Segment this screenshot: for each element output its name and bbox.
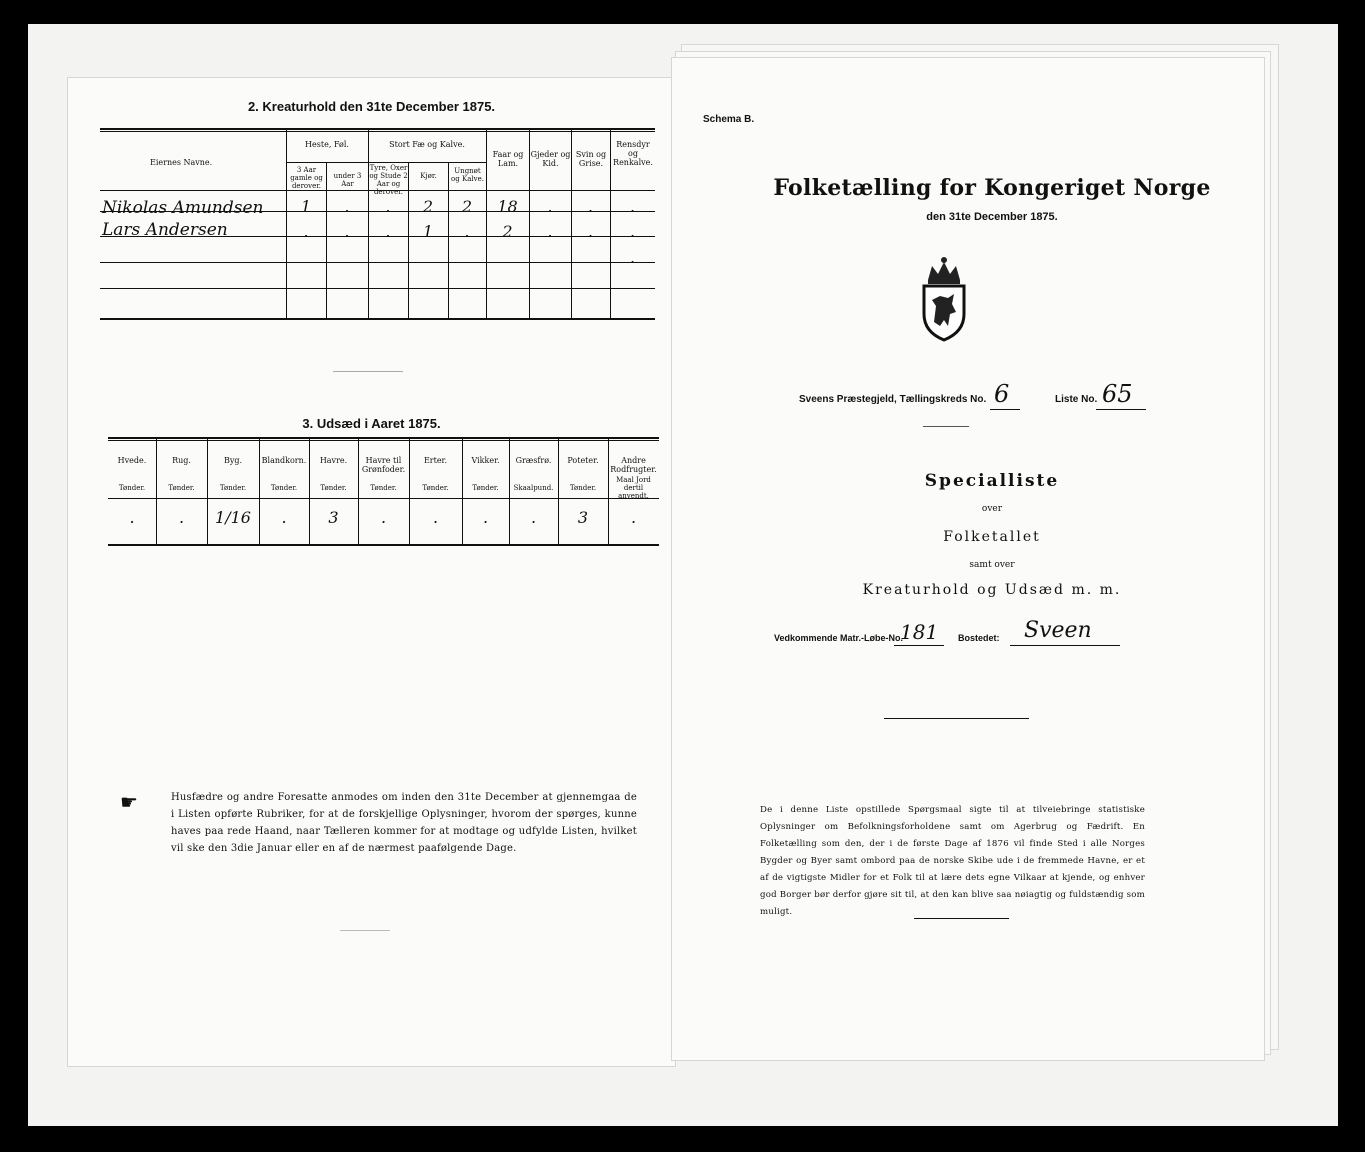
seed-unit: Tønder. — [569, 484, 597, 492]
specialliste-heading: Specialliste — [924, 471, 1060, 491]
matr-number: 181 — [900, 620, 939, 644]
matr-underline — [894, 645, 944, 646]
seed-header: Poteter. — [567, 456, 599, 465]
cell-value: . — [385, 222, 391, 241]
left-page — [68, 78, 675, 1066]
table3-top-rule2 — [108, 440, 659, 441]
seed-unit: Skaalpund. — [513, 484, 554, 492]
seed-header: Vikker. — [471, 456, 500, 465]
table2-sub-rule — [368, 162, 486, 163]
schema-label: Schema B. — [703, 114, 755, 125]
seed-value: 1/16 — [215, 508, 251, 527]
header-sheep: Faar og Lam. — [492, 150, 524, 168]
separator — [333, 371, 403, 372]
cell-value: . — [547, 197, 553, 216]
header-cattle-sub2: Kjør. — [420, 172, 437, 180]
district-number: 6 — [994, 380, 1010, 408]
seed-header: Rug. — [172, 456, 191, 465]
list-underline — [1096, 409, 1146, 410]
folketallet-text: Folketallet — [943, 529, 1041, 545]
seed-value: . — [281, 508, 287, 527]
cell-value: . — [629, 222, 636, 241]
parish-label: Sveens Præstegjeld, Tællingskreds No. — [799, 394, 987, 405]
cell-value: 2 — [502, 222, 513, 241]
cell-value: . — [587, 222, 594, 241]
right-page — [672, 58, 1264, 1060]
cell-value: . — [303, 222, 309, 241]
header-goats: Gjeder og Kid. — [530, 150, 571, 168]
bosted-underline — [1010, 645, 1120, 646]
census-note: De i denne Liste opstillede Spørgsmaal sigte til at tilveiebringe statistiske Oplysninger om Befolkningsforholdene samt om Agerbrug og Fædrift. En Folketælling som den, der i de første Dage af 1876 vil finde Sted i alle Norges Bygder og Byer samt ombord paa de norske Skibe ude i de fremmede Havne, er et af de vigtigste Midler for et Folk til at lære dets egne Vilkaar at kjende, og enhver god Borger bør derfor gjøre sit til, at den kan blive saa nøiagtig og fuldstændig som muligt. — [760, 805, 1145, 917]
cell-value: . — [385, 197, 391, 216]
cell-value: . — [344, 197, 350, 216]
cell-value: 2 — [422, 197, 434, 216]
separator — [923, 426, 969, 427]
header-horses-sub1: 3 Aar gamle og derover. — [290, 166, 323, 190]
seed-unit: Tønder. — [118, 484, 146, 492]
list-number: 65 — [1102, 380, 1133, 408]
owner-name: Nikolas Amundsen — [102, 198, 264, 218]
seed-unit: Tønder. — [422, 484, 449, 492]
table2-sub-rule — [286, 162, 368, 163]
samt-over-text: samt over — [969, 560, 1015, 570]
header-horses-sub2: under 3 Aar — [333, 172, 362, 188]
cell-value: 1 — [300, 197, 312, 216]
table3-top-rule — [108, 437, 659, 439]
seed-header: Havre. — [319, 456, 348, 465]
seed-unit: Tønder. — [219, 484, 247, 492]
header-cattle-sub3: Ungnøt og Kalve. — [451, 167, 484, 183]
table3-bottom-rule — [108, 544, 659, 546]
seed-header: Erter. — [423, 456, 448, 465]
cell-value: 1 — [422, 222, 434, 241]
seed-unit: Tønder. — [370, 484, 397, 492]
footnote: Husfædre og andre Foresatte anmodes om inden den 31te December at gjennemgaa de i Listen opførte Rubriker, for at de forskjellige Oplysninger, hvorom der spørges, kunne haves paa rede Haand, naar Tælleren kommer for at modtage og udfylde Listen, hvilket vil ske den 3die Januar eller en af de nærmest paafølgende Dage. — [171, 792, 637, 854]
seed-header: Byg. — [223, 456, 243, 465]
main-title: Folketælling for Kongeriget Norge — [773, 175, 1211, 201]
seed-unit: Maal Jord dertil anvendt. — [616, 476, 651, 500]
separator — [884, 718, 1029, 719]
seed-unit: Tønder. — [472, 484, 499, 492]
bosted-value: Sveen — [1024, 618, 1092, 643]
seed-value: . — [129, 508, 135, 527]
cell-value: . — [464, 222, 470, 241]
seed-value: . — [432, 508, 439, 527]
seed-header: Hvede. — [117, 456, 147, 465]
table2-col-rule — [448, 162, 449, 320]
table3-header-rule — [108, 498, 659, 499]
seed-value: . — [178, 508, 185, 527]
bosted-label: Bostedet: — [958, 633, 1000, 643]
seed-value: 3 — [328, 508, 339, 527]
cell-value: . — [629, 197, 636, 216]
separator — [914, 918, 1009, 919]
seed-value: . — [630, 508, 637, 527]
pointing-hand-icon: ☛ — [120, 790, 138, 814]
census-date: den 31te December 1875. — [926, 211, 1058, 223]
header-owner: Eiernes Navne. — [150, 158, 213, 167]
header-horses: Heste, Føl. — [305, 140, 349, 149]
over-text: over — [981, 504, 1003, 514]
seed-value: 3 — [577, 508, 589, 527]
separator — [340, 930, 390, 931]
district-underline — [990, 409, 1020, 410]
coat-of-arms-icon — [920, 256, 968, 342]
seed-header: Græsfrø. — [515, 456, 552, 465]
list-label: Liste No. — [1055, 394, 1098, 405]
seed-header: Andre Rodfrugter. — [610, 456, 657, 474]
seed-unit: Tønder. — [320, 484, 347, 492]
cell-value: . — [629, 248, 636, 267]
header-pigs: Svin og Grise. — [575, 150, 607, 168]
seed-value: . — [530, 508, 537, 527]
owner-name: Lars Andersen — [102, 220, 228, 240]
cell-value: 2 — [461, 197, 473, 216]
cell-value: 18 — [497, 197, 518, 216]
cell-value: . — [587, 197, 594, 216]
seed-unit: Tønder. — [168, 484, 195, 492]
section3-title: 3. Udsæd i Aaret 1875. — [302, 416, 441, 431]
seed-header: Havre til Grønfoder. — [361, 456, 406, 474]
cell-value: . — [547, 222, 553, 241]
matr-label: Vedkommende Matr.-Løbe-No. — [774, 633, 904, 643]
kreaturhold-text: Kreaturhold og Udsæd m. m. — [862, 582, 1122, 598]
seed-unit: Tønder. — [270, 484, 298, 492]
header-cattle-sub1: Tyre, Oxer og Stude 2 Aar og derover. — [369, 164, 408, 196]
seed-header: Blandkorn. — [261, 456, 307, 465]
header-reindeer: Rensdyr og Renkalve. — [613, 140, 653, 167]
table2-col-rule — [408, 162, 409, 320]
header-cattle: Stort Fæ og Kalve. — [389, 140, 465, 149]
seed-value: . — [380, 508, 387, 527]
section2-title: 2. Kreaturhold den 31te December 1875. — [247, 99, 496, 114]
cell-value: . — [344, 222, 350, 241]
seed-value: . — [482, 508, 489, 527]
